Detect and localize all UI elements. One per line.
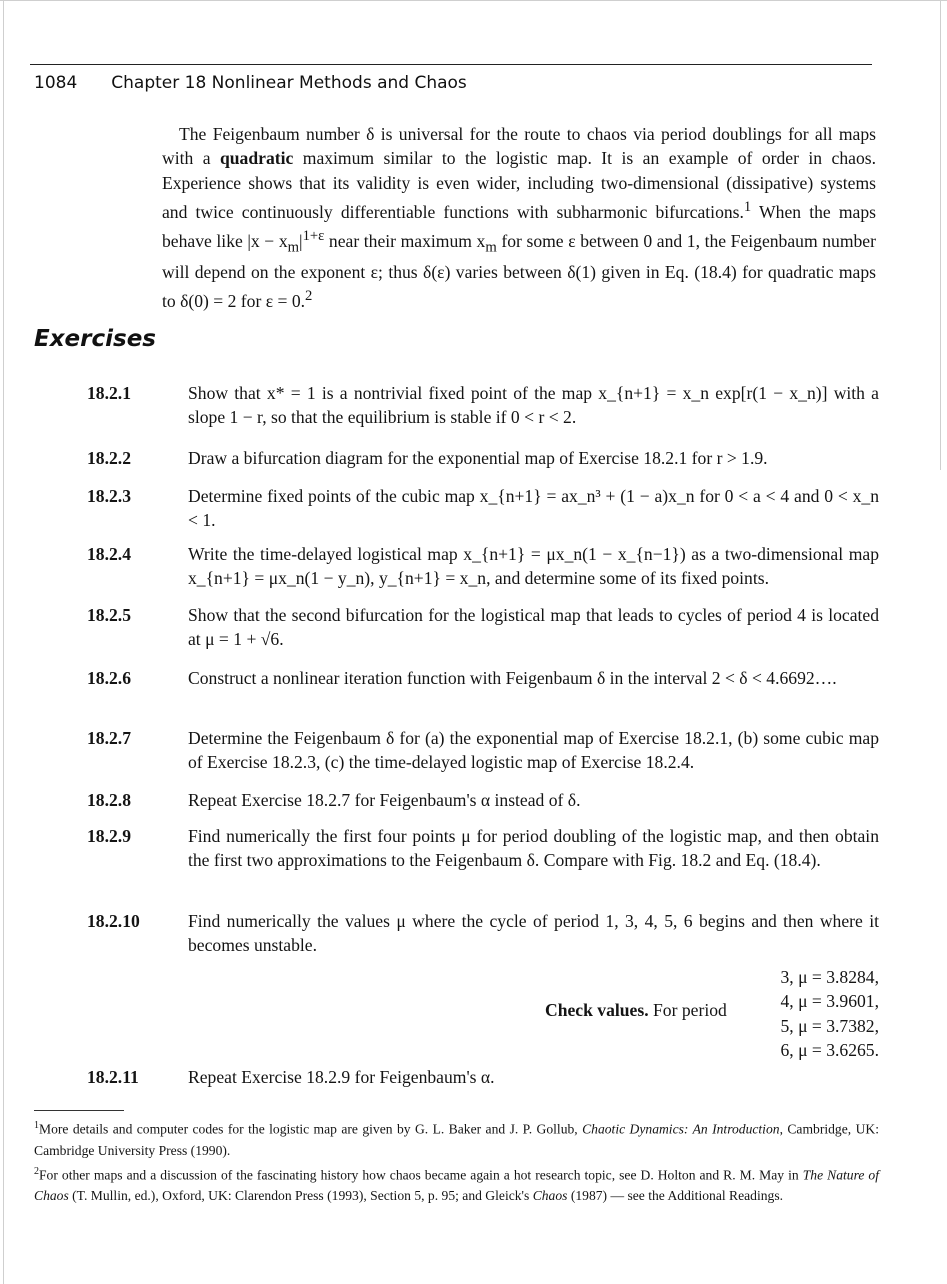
check-values-label-text: For period <box>648 1000 727 1020</box>
footnote-text: More details and computer codes for the logistic map are given by G. L. Baker and J. P. Gollub, <box>39 1121 583 1137</box>
footnote-1 <box>34 1115 879 1161</box>
exercise-number: 18.2.10 <box>87 911 140 931</box>
exercise-number: 18.2.7 <box>87 728 131 748</box>
exercise-item <box>87 446 879 470</box>
exercise-text: Repeat Exercise 18.2.9 for Feigenbaum's α. <box>188 1067 495 1087</box>
footnote-title: The Nature of Chaos <box>34 1167 879 1204</box>
exercise-item <box>87 603 879 652</box>
exercise-item <box>87 824 879 873</box>
footnote-text: (1987) — see the Additional Readings. <box>567 1188 784 1204</box>
check-value: 3, μ = 3.8284, <box>780 967 879 987</box>
exercise-item <box>87 1065 879 1089</box>
exercise-text: Draw a bifurcation diagram for the exponential map of Exercise 18.2.1 for r > 1.9. <box>188 448 768 468</box>
header-rule <box>30 64 872 65</box>
page-number: 1084 <box>34 73 78 93</box>
footnote-mark: 2 <box>34 1165 39 1177</box>
exercise-item <box>87 542 879 591</box>
footnote-rule <box>34 1110 124 1111</box>
exercise-text: Show that x* = 1 is a nontrivial fixed point of the map x_{n+1} = x_n exp[r(1 − x_n)] with a slope 1 − r, so that the equilibrium is stable if 0 < r < 2. <box>188 383 879 428</box>
exercise-item <box>87 381 879 430</box>
check-value: 5, μ = 3.7382, <box>780 1015 879 1036</box>
footnote-mark: 1 <box>34 1120 39 1131</box>
intro-text: The Feigenbaum number δ is universal for the route to chaos via period doublings for all maps with a <box>162 124 876 169</box>
check-value: 6, μ = 3.6265. <box>780 1039 879 1060</box>
footnote-marker: 1 <box>743 198 752 215</box>
intro-text: When the maps behave like |x − x <box>162 201 876 251</box>
exercise-text: Construct a nonlinear iteration function with Feigenbaum δ in the interval 2 < δ < 4.6692…. <box>188 668 837 688</box>
exercise-number: 18.2.5 <box>87 605 131 625</box>
exercise-number: 18.2.8 <box>87 790 131 810</box>
exercise-number: 18.2.9 <box>87 826 131 846</box>
exercise-text: Determine the Feigenbaum δ for (a) the exponential map of Exercise 18.2.1, (b) some cubic map of Exercise 18.2.3, (c) the time-delayed logistic map of Exercise 18.2.4. <box>188 728 879 773</box>
exercise-text: Write the time-delayed logistical map x_{n+1} = μx_n(1 − x_{n−1}) as a two-dimensional map x_{n+1} = μx_n(1 − y_n), y_{n+1} = x_n, and determine some of its fixed points. <box>188 544 879 589</box>
check-value: 4, μ = 3.9601, <box>780 991 879 1012</box>
exercise-text: Repeat Exercise 18.2.7 for Feigenbaum's α instead of δ. <box>188 790 581 810</box>
footnote-marker: 2 <box>305 288 313 305</box>
footnote-title: Chaos <box>532 1188 568 1204</box>
exercise-number: 18.2.6 <box>87 668 131 688</box>
intro-text: near their maximum x <box>324 230 486 251</box>
check-values-label-bold: Check values. <box>545 1000 649 1020</box>
footnote-title: Chaotic Dynamics: An Introduction <box>582 1121 780 1137</box>
page-frame-top <box>0 0 947 1</box>
intro-text: for some ε between 0 and 1, the Feigenbaum number will depend on the exponent ε; thus δ(ε) varies between δ(1) given in Eq. (18.4) for quadratic maps to δ(0) = 2 for ε = 0. <box>162 230 876 311</box>
footnote-text: (T. Mullin, ed.), Oxford, UK: Clarendon Press (1993), Section 5, p. 95; and Gleick's <box>68 1188 533 1204</box>
exercise-text: Find numerically the first four points μ for period doubling of the logistic map, and then obtain the first two approximations to the Feigenbaum δ. Compare with Fig. 18.2 and Eq. (18.4). <box>188 826 879 871</box>
exercise-number: 18.2.1 <box>87 383 131 403</box>
check-values <box>545 965 879 1061</box>
footnote-text: , Cambridge, UK: Cambridge University Press (1990). <box>34 1121 879 1158</box>
chapter-title: Chapter 18 Nonlinear Methods and Chaos <box>111 73 467 93</box>
intro-text: maximum similar to the logistic map. It is an example of order in chaos. Experience shows that its validity is even wider, including two-dimensional (dissipative) systems and twice continuously differentiable functions with subharmonic bifurcations. <box>162 148 876 222</box>
exercise-text: Determine fixed points of the cubic map x_{n+1} = ax_n³ + (1 − a)x_n for 0 < a < 4 and 0 < x_n < 1. <box>188 486 879 531</box>
running-head <box>34 73 467 93</box>
intro-paragraph <box>162 122 876 313</box>
exercise-item <box>87 666 879 690</box>
exercise-item <box>87 909 879 958</box>
intro-subscript: m <box>485 239 497 256</box>
section-title: Exercises <box>34 326 156 352</box>
exercise-item <box>87 788 879 812</box>
exercise-text: Find numerically the values μ where the cycle of period 1, 3, 4, 5, 6 begins and then where it becomes unstable. <box>188 911 879 956</box>
exercise-number: 18.2.3 <box>87 486 131 506</box>
intro-emphasis: quadratic <box>219 148 294 169</box>
exercise-item <box>87 484 879 533</box>
intro-subscript: m <box>287 239 300 256</box>
intro-superscript: 1+ε <box>302 228 325 245</box>
page-frame-right <box>940 0 941 470</box>
exercise-number: 18.2.2 <box>87 448 131 468</box>
footnote-text: For other maps and a discussion of the fascinating history how chaos became again a hot research topic, see D. Holton and R. M. May in <box>39 1167 803 1183</box>
exercise-number: 18.2.4 <box>87 544 131 564</box>
footnote-2 <box>34 1161 879 1207</box>
page-frame-left <box>3 0 4 1284</box>
check-values-label <box>545 1000 727 1021</box>
intro-text: | <box>299 230 303 251</box>
exercise-item <box>87 726 879 775</box>
check-values-list <box>780 965 879 1062</box>
footnotes <box>34 1115 879 1206</box>
exercise-text: Show that the second bifurcation for the logistical map that leads to cycles of period 4 is located at μ = 1 + √6. <box>188 605 879 650</box>
exercise-number: 18.2.11 <box>87 1067 139 1087</box>
